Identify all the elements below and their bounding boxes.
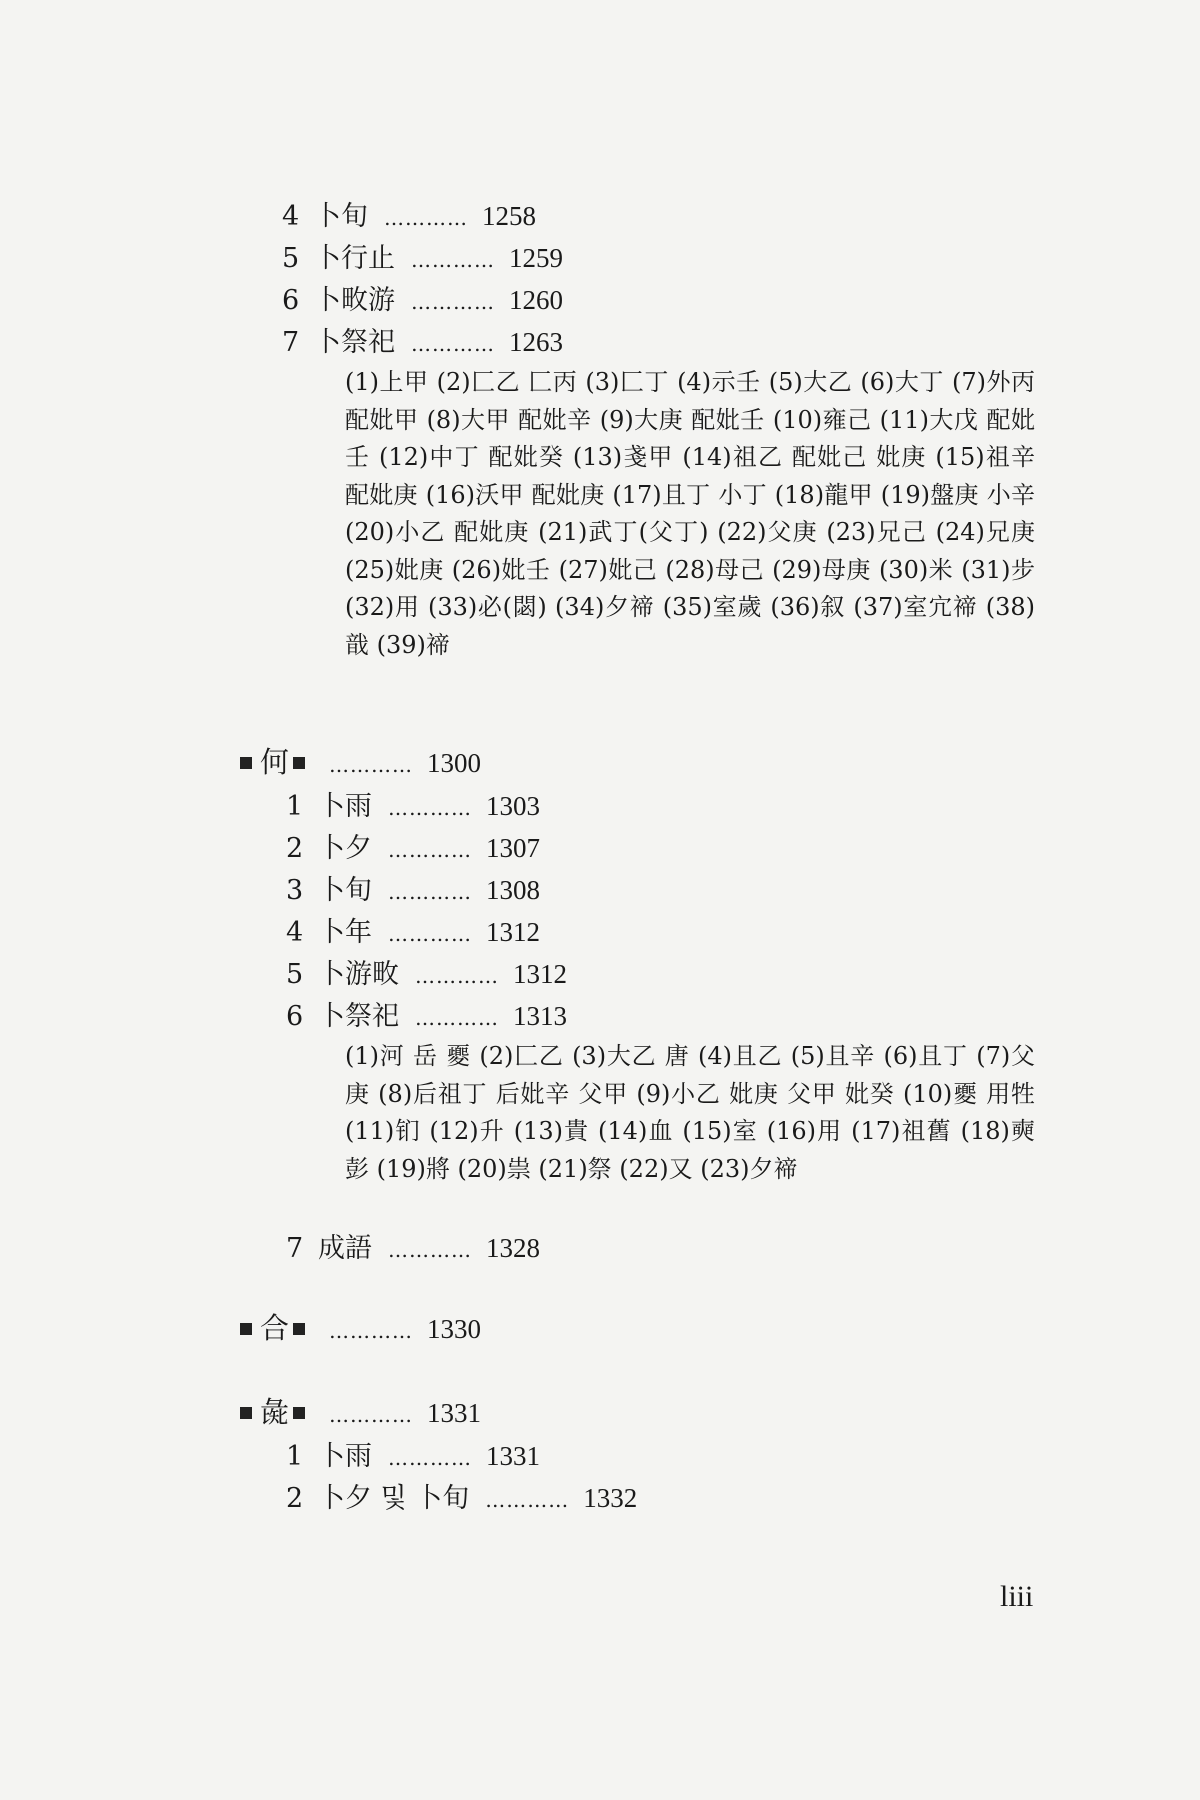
entry-page: 1263 [509, 327, 563, 357]
entry-title: 卜旬 [318, 875, 372, 906]
entry-page: 1332 [583, 1483, 638, 1513]
section-heading [236, 1308, 481, 1351]
toc-entry [286, 1436, 540, 1478]
entry-number: 2 [286, 1483, 304, 1514]
page-number: liii [1000, 1580, 1034, 1613]
entry-number: 6 [286, 1001, 304, 1032]
entry-page: 1259 [509, 243, 563, 273]
entry-title: 成語 [318, 1233, 372, 1264]
section-page: 1331 [427, 1398, 482, 1428]
section-title: 合 [260, 1311, 290, 1345]
entry-page: 1258 [482, 201, 536, 231]
leader-dots: ………… [411, 289, 495, 314]
entry-number: 4 [286, 917, 304, 948]
entry-number: 2 [286, 833, 304, 864]
sub-entry-list: (1)河 岳 夒 (2)匚乙 (3)大乙 唐 (4)且乙 (5)且辛 (6)且丁 (7)父庚 (8)后祖丁 后妣辛 父甲 (9)小乙 妣庚 父甲 妣癸 (10)夒 用牲 (11)钔 (12)升 (13)貴 (14)血 (15)室 (16)用 (17)祖舊 (18)奭 彭 (19)將 (20)祟 (21)祭 (22)又 (23)夕禘 [345, 1042, 1035, 1183]
entry-title: 卜年 [318, 917, 372, 948]
square-bullet-icon [240, 757, 252, 769]
entry-title: 卜游畋 [318, 959, 399, 990]
section-page: 1300 [427, 748, 482, 778]
entry-title: 卜夕 [318, 833, 372, 864]
toc-entry [286, 828, 540, 870]
section-heading [236, 1392, 481, 1435]
toc-entry [286, 870, 540, 912]
leader-dots: ………… [388, 921, 472, 946]
entry-number: 1 [286, 791, 304, 822]
sub-entry-list: (1)上甲 (2)匚乙 匚丙 (3)匚丁 (4)示壬 (5)大乙 (6)大丁 (7)外丙 配妣甲 (8)大甲 配妣辛 (9)大庚 配妣壬 (10)雍己 (11)大戊 配妣壬 (12)中丁 配妣癸 (13)戔甲 (14)祖乙 配妣己 妣庚 (15)祖辛 配妣庚 (16)沃甲 配妣庚 (17)且丁 小丁 (18)龍甲 (19)盤庚 小辛 (20)小乙 配妣庚 (21)武丁(父丁) (22)父庚 (23)兄己 (24)兄庚 (25)妣庚 (26)妣壬 (27)妣己 (28)母己 (29)母庚 (30)米 (31)步 (32)用 (33)必(閟) (34)夕禘 (35)室歲 (36)叙 (37)室宂禘 (38)戠 (39)禘 [345, 368, 1035, 659]
square-bullet-icon [293, 757, 305, 769]
section-page: 1330 [427, 1314, 482, 1344]
entry-title: 卜祭祀 [314, 327, 395, 358]
entry-page: 1312 [486, 917, 540, 947]
entry-page: 1312 [513, 959, 567, 989]
leader-dots: ………… [384, 205, 468, 230]
leader-dots: ………… [388, 837, 472, 862]
leader-dots: ………… [388, 879, 472, 904]
entry-title: 卜祭祀 [318, 1001, 399, 1032]
leader-dots: ………… [329, 1402, 414, 1427]
leader-dots: ………… [329, 752, 414, 777]
entry-number: 4 [282, 201, 300, 232]
square-bullet-icon [240, 1323, 252, 1335]
entry-number: 5 [286, 959, 304, 990]
entry-number: 6 [282, 285, 300, 316]
leader-dots: ………… [411, 331, 495, 356]
leader-dots: ………… [388, 795, 472, 820]
entry-page: 1331 [486, 1441, 540, 1471]
entry-page: 1328 [486, 1233, 540, 1263]
leader-dots: ………… [388, 1445, 472, 1470]
leader-dots: ………… [388, 1237, 472, 1262]
section-heading [236, 742, 481, 785]
entry-page: 1307 [486, 833, 540, 863]
entry-page: 1308 [486, 875, 540, 905]
entry-title: 卜畋游 [314, 285, 395, 316]
entry-page: 1303 [486, 791, 540, 821]
toc-entry [282, 322, 563, 364]
toc-entry [286, 954, 567, 996]
entry-number: 3 [286, 875, 304, 906]
toc-entry [282, 196, 536, 238]
entry-title: 卜行止 [314, 243, 395, 274]
entry-page: 1313 [513, 1001, 567, 1031]
entry-title: 卜旬 [314, 201, 368, 232]
leader-dots: ………… [329, 1318, 414, 1343]
leader-dots: ………… [415, 1005, 499, 1030]
toc-entry [286, 996, 567, 1038]
entry-page: 1260 [509, 285, 563, 315]
square-bullet-icon [293, 1323, 305, 1335]
entry-number: 7 [282, 327, 300, 358]
entry-number: 5 [282, 243, 300, 274]
entry-title: 卜夕 및 卜旬 [318, 1483, 470, 1514]
square-bullet-icon [240, 1407, 252, 1419]
leader-dots: ………… [411, 247, 495, 272]
toc-entry [286, 912, 540, 954]
toc-entry [286, 1228, 540, 1270]
toc-entry [282, 280, 563, 322]
leader-dots: ………… [485, 1487, 570, 1512]
entry-title: 卜雨 [318, 1441, 372, 1472]
toc-entry [286, 786, 540, 828]
section-title: 何 [260, 745, 290, 779]
leader-dots: ………… [415, 963, 499, 988]
entry-number: 7 [286, 1233, 304, 1264]
entry-number: 1 [286, 1441, 304, 1472]
square-bullet-icon [293, 1407, 305, 1419]
toc-entry [282, 238, 563, 280]
toc-entry [286, 1478, 637, 1520]
section-title: 彘 [260, 1395, 290, 1429]
entry-title: 卜雨 [318, 791, 372, 822]
